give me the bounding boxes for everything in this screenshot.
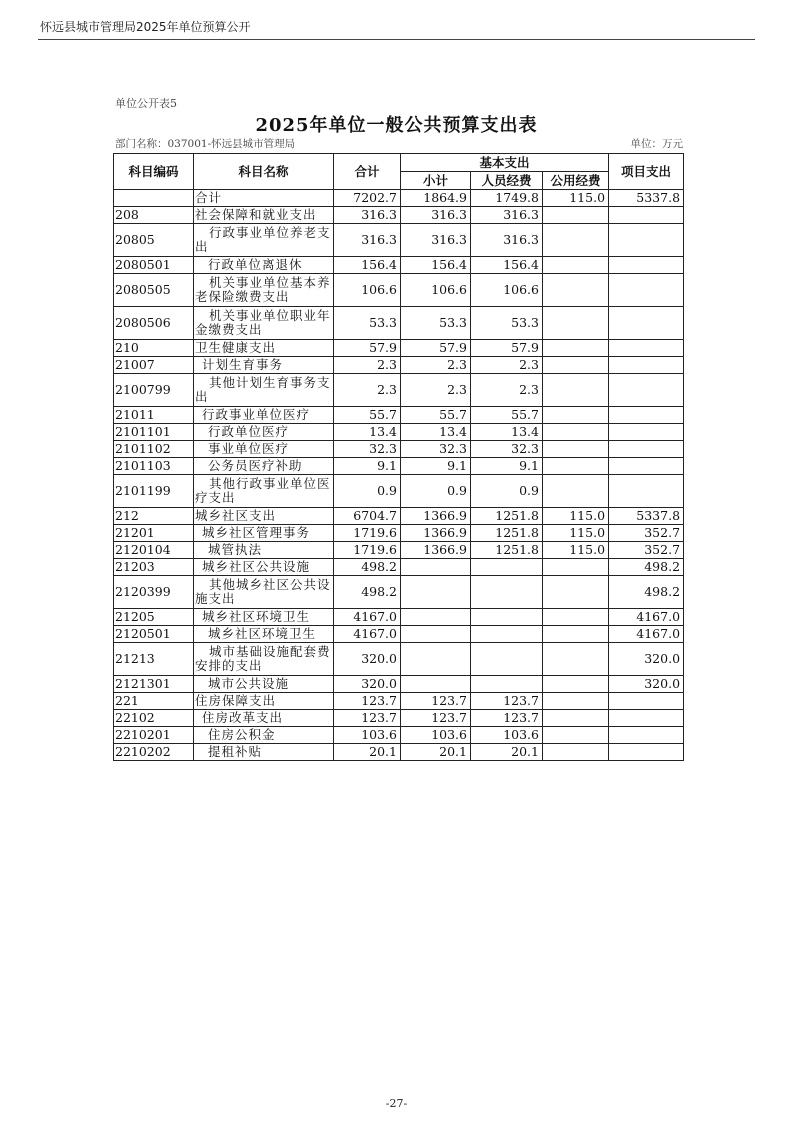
- row-public: [543, 626, 609, 643]
- row-public: [543, 224, 609, 257]
- table-row: [114, 475, 684, 508]
- row-public: [543, 340, 609, 357]
- row-personnel: 57.9: [471, 340, 543, 357]
- row-code: 2210202: [114, 744, 194, 761]
- row-project: [609, 744, 684, 761]
- row-subtotal: 0.9: [401, 475, 471, 508]
- row-project: [609, 374, 684, 407]
- row-subtotal: 103.6: [401, 727, 471, 744]
- row-public: [543, 475, 609, 508]
- row-public: [543, 710, 609, 727]
- row-project: [609, 441, 684, 458]
- row-project: [609, 274, 684, 307]
- row-name: 城乡社区环境卫生: [194, 609, 334, 626]
- row-code: 2101103: [114, 458, 194, 475]
- row-project: [609, 424, 684, 441]
- row-personnel: 1251.8: [471, 508, 543, 525]
- table-row: [114, 744, 684, 761]
- row-name: 事业单位医疗: [194, 441, 334, 458]
- row-personnel: 316.3: [471, 207, 543, 224]
- row-project: [609, 224, 684, 257]
- row-public: [543, 727, 609, 744]
- row-code: 2101101: [114, 424, 194, 441]
- row-public: 115.0: [543, 508, 609, 525]
- row-project: [609, 340, 684, 357]
- table-row: [114, 542, 684, 559]
- row-public: [543, 676, 609, 693]
- header-divider: [38, 39, 755, 40]
- row-public: [543, 257, 609, 274]
- table-row: [114, 710, 684, 727]
- row-subtotal: 57.9: [401, 340, 471, 357]
- row-project: 320.0: [609, 676, 684, 693]
- row-project: [609, 693, 684, 710]
- table-row: [114, 626, 684, 643]
- department-name: 部门名称：037001-怀远县城市管理局: [115, 138, 296, 150]
- table-row: [114, 274, 684, 307]
- row-subtotal: 1366.9: [401, 542, 471, 559]
- row-personnel: 2.3: [471, 357, 543, 374]
- row-public: 115.0: [543, 190, 609, 207]
- header-personnel: 人员经费: [471, 172, 543, 190]
- row-subtotal: [401, 643, 471, 676]
- row-personnel: 0.9: [471, 475, 543, 508]
- row-personnel: [471, 576, 543, 609]
- table-row: [114, 576, 684, 609]
- row-total: 6704.7: [334, 508, 401, 525]
- row-name: 行政事业单位医疗: [194, 407, 334, 424]
- row-subtotal: [401, 626, 471, 643]
- row-name: 城乡社区支出: [194, 508, 334, 525]
- row-total: 498.2: [334, 576, 401, 609]
- row-code: 21011: [114, 407, 194, 424]
- row-name: 其他城乡社区公共设施支出: [194, 576, 334, 609]
- row-name: 城乡社区公共设施: [194, 559, 334, 576]
- header-public: 公用经费: [543, 172, 609, 190]
- row-code: 221: [114, 693, 194, 710]
- row-public: [543, 458, 609, 475]
- table-row: [114, 458, 684, 475]
- row-project: 320.0: [609, 643, 684, 676]
- row-public: [543, 407, 609, 424]
- row-name: 住房公积金: [194, 727, 334, 744]
- row-project: 4167.0: [609, 626, 684, 643]
- row-total: 1719.6: [334, 542, 401, 559]
- row-code: 2210201: [114, 727, 194, 744]
- table-row: [114, 407, 684, 424]
- row-code: 2120399: [114, 576, 194, 609]
- row-total: 32.3: [334, 441, 401, 458]
- row-subtotal: 53.3: [401, 307, 471, 340]
- row-subtotal: 123.7: [401, 710, 471, 727]
- row-public: [543, 643, 609, 676]
- row-total: 57.9: [334, 340, 401, 357]
- row-personnel: 1251.8: [471, 525, 543, 542]
- page-number: -27-: [385, 1097, 408, 1110]
- row-project: [609, 207, 684, 224]
- header-total: 合计: [334, 154, 401, 190]
- row-subtotal: [401, 576, 471, 609]
- row-public: [543, 374, 609, 407]
- table-row: [114, 559, 684, 576]
- row-code: 22102: [114, 710, 194, 727]
- row-code: 2121301: [114, 676, 194, 693]
- row-total: 55.7: [334, 407, 401, 424]
- row-subtotal: 156.4: [401, 257, 471, 274]
- row-total: 2.3: [334, 374, 401, 407]
- row-project: 352.7: [609, 525, 684, 542]
- row-code: 2080505: [114, 274, 194, 307]
- table-row: [114, 676, 684, 693]
- row-public: [543, 207, 609, 224]
- row-personnel: 32.3: [471, 441, 543, 458]
- row-project: 5337.8: [609, 508, 684, 525]
- table-row: [114, 424, 684, 441]
- row-total: 53.3: [334, 307, 401, 340]
- table-row: [114, 340, 684, 357]
- row-code: 21201: [114, 525, 194, 542]
- row-code: 2080501: [114, 257, 194, 274]
- row-name: 合计: [194, 190, 334, 207]
- row-total: 316.3: [334, 207, 401, 224]
- row-public: [543, 357, 609, 374]
- row-code: 21203: [114, 559, 194, 576]
- header-code: 科目编码: [114, 154, 194, 190]
- row-code: 2100799: [114, 374, 194, 407]
- row-project: [609, 475, 684, 508]
- row-name: 其他行政事业单位医疗支出: [194, 475, 334, 508]
- row-public: 115.0: [543, 525, 609, 542]
- row-project: [609, 727, 684, 744]
- row-total: 123.7: [334, 710, 401, 727]
- row-public: [543, 693, 609, 710]
- table-row: [114, 374, 684, 407]
- table-body: [114, 190, 684, 761]
- row-personnel: 2.3: [471, 374, 543, 407]
- row-code: 20805: [114, 224, 194, 257]
- row-name: 提租补贴: [194, 744, 334, 761]
- row-name: 卫生健康支出: [194, 340, 334, 357]
- row-personnel: 123.7: [471, 710, 543, 727]
- row-code: 21205: [114, 609, 194, 626]
- header-project: 项目支出: [609, 154, 684, 190]
- header-subtotal: 小计: [401, 172, 471, 190]
- row-code: 21007: [114, 357, 194, 374]
- row-code: 2101102: [114, 441, 194, 458]
- row-subtotal: [401, 676, 471, 693]
- row-personnel: 156.4: [471, 257, 543, 274]
- row-personnel: 53.3: [471, 307, 543, 340]
- unit-label: 单位：万元: [630, 138, 683, 150]
- row-project: [609, 407, 684, 424]
- table-title: 2025年单位一般公共预算支出表: [255, 115, 538, 136]
- row-code: 212: [114, 508, 194, 525]
- row-total: 156.4: [334, 257, 401, 274]
- row-subtotal: 1366.9: [401, 508, 471, 525]
- row-personnel: 1749.8: [471, 190, 543, 207]
- row-personnel: 13.4: [471, 424, 543, 441]
- row-personnel: 106.6: [471, 274, 543, 307]
- row-project: [609, 458, 684, 475]
- row-project: 4167.0: [609, 609, 684, 626]
- row-subtotal: 106.6: [401, 274, 471, 307]
- table-row: [114, 257, 684, 274]
- row-code: 2080506: [114, 307, 194, 340]
- row-name: 城市公共设施: [194, 676, 334, 693]
- row-total: 103.6: [334, 727, 401, 744]
- row-name: 计划生育事务: [194, 357, 334, 374]
- row-personnel: 9.1: [471, 458, 543, 475]
- row-name: 城市基础设施配套费安排的支出: [194, 643, 334, 676]
- row-subtotal: [401, 609, 471, 626]
- row-project: [609, 357, 684, 374]
- table-row: [114, 224, 684, 257]
- row-total: 13.4: [334, 424, 401, 441]
- row-public: 115.0: [543, 542, 609, 559]
- row-name: 机关事业单位职业年金缴费支出: [194, 307, 334, 340]
- row-personnel: [471, 559, 543, 576]
- row-personnel: [471, 643, 543, 676]
- row-total: 7202.7: [334, 190, 401, 207]
- row-public: [543, 609, 609, 626]
- table-row: [114, 609, 684, 626]
- row-subtotal: 2.3: [401, 374, 471, 407]
- row-name: 行政单位医疗: [194, 424, 334, 441]
- table-label: 单位公开表5: [115, 97, 177, 110]
- row-personnel: 103.6: [471, 727, 543, 744]
- row-name: 城乡社区管理事务: [194, 525, 334, 542]
- row-total: 498.2: [334, 559, 401, 576]
- row-total: 4167.0: [334, 626, 401, 643]
- row-subtotal: 32.3: [401, 441, 471, 458]
- row-total: 123.7: [334, 693, 401, 710]
- row-total: 320.0: [334, 643, 401, 676]
- table-row: [114, 693, 684, 710]
- row-total: 4167.0: [334, 609, 401, 626]
- table-row: [114, 441, 684, 458]
- row-name: 城管执法: [194, 542, 334, 559]
- row-project: [609, 257, 684, 274]
- table-row: [114, 508, 684, 525]
- row-subtotal: 1366.9: [401, 525, 471, 542]
- row-total: 320.0: [334, 676, 401, 693]
- row-public: [543, 424, 609, 441]
- row-public: [543, 744, 609, 761]
- row-personnel: [471, 676, 543, 693]
- row-name: 社会保障和就业支出: [194, 207, 334, 224]
- row-project: [609, 307, 684, 340]
- table-row: [114, 727, 684, 744]
- row-subtotal: 316.3: [401, 207, 471, 224]
- row-subtotal: 20.1: [401, 744, 471, 761]
- row-public: [543, 307, 609, 340]
- row-code: 21213: [114, 643, 194, 676]
- row-subtotal: 2.3: [401, 357, 471, 374]
- row-total: 106.6: [334, 274, 401, 307]
- row-subtotal: [401, 559, 471, 576]
- row-total: 1719.6: [334, 525, 401, 542]
- row-personnel: 55.7: [471, 407, 543, 424]
- row-name: 住房改革支出: [194, 710, 334, 727]
- row-personnel: 1251.8: [471, 542, 543, 559]
- row-project: 5337.8: [609, 190, 684, 207]
- row-project: [609, 710, 684, 727]
- row-code: [114, 190, 194, 207]
- row-personnel: 316.3: [471, 224, 543, 257]
- table-row: [114, 357, 684, 374]
- row-total: 316.3: [334, 224, 401, 257]
- document-header: 怀远县城市管理局2025年单位预算公开: [40, 20, 251, 34]
- table-row: [114, 307, 684, 340]
- row-total: 20.1: [334, 744, 401, 761]
- table-row: [114, 207, 684, 224]
- row-name: 公务员医疗补助: [194, 458, 334, 475]
- row-name: 行政单位离退休: [194, 257, 334, 274]
- row-personnel: 20.1: [471, 744, 543, 761]
- row-public: [543, 559, 609, 576]
- budget-table: [113, 153, 684, 761]
- table-row: [114, 525, 684, 542]
- header-name: 科目名称: [194, 154, 334, 190]
- row-public: [543, 441, 609, 458]
- row-subtotal: 55.7: [401, 407, 471, 424]
- header-basic: 基本支出: [401, 154, 609, 172]
- row-subtotal: 1864.9: [401, 190, 471, 207]
- row-name: 行政事业单位养老支出: [194, 224, 334, 257]
- row-subtotal: 9.1: [401, 458, 471, 475]
- row-subtotal: 316.3: [401, 224, 471, 257]
- row-project: 498.2: [609, 576, 684, 609]
- table-row: [114, 190, 684, 207]
- row-code: 210: [114, 340, 194, 357]
- row-personnel: 123.7: [471, 693, 543, 710]
- row-total: 9.1: [334, 458, 401, 475]
- row-code: 2101199: [114, 475, 194, 508]
- row-total: 0.9: [334, 475, 401, 508]
- row-personnel: [471, 609, 543, 626]
- row-code: 2120501: [114, 626, 194, 643]
- row-subtotal: 13.4: [401, 424, 471, 441]
- row-code: 208: [114, 207, 194, 224]
- row-public: [543, 274, 609, 307]
- row-name: 城乡社区环境卫生: [194, 626, 334, 643]
- table-row: [114, 643, 684, 676]
- row-public: [543, 576, 609, 609]
- row-total: 2.3: [334, 357, 401, 374]
- row-project: 498.2: [609, 559, 684, 576]
- row-name: 其他计划生育事务支出: [194, 374, 334, 407]
- row-code: 2120104: [114, 542, 194, 559]
- row-name: 机关事业单位基本养老保险缴费支出: [194, 274, 334, 307]
- row-personnel: [471, 626, 543, 643]
- row-project: 352.7: [609, 542, 684, 559]
- row-name: 住房保障支出: [194, 693, 334, 710]
- row-subtotal: 123.7: [401, 693, 471, 710]
